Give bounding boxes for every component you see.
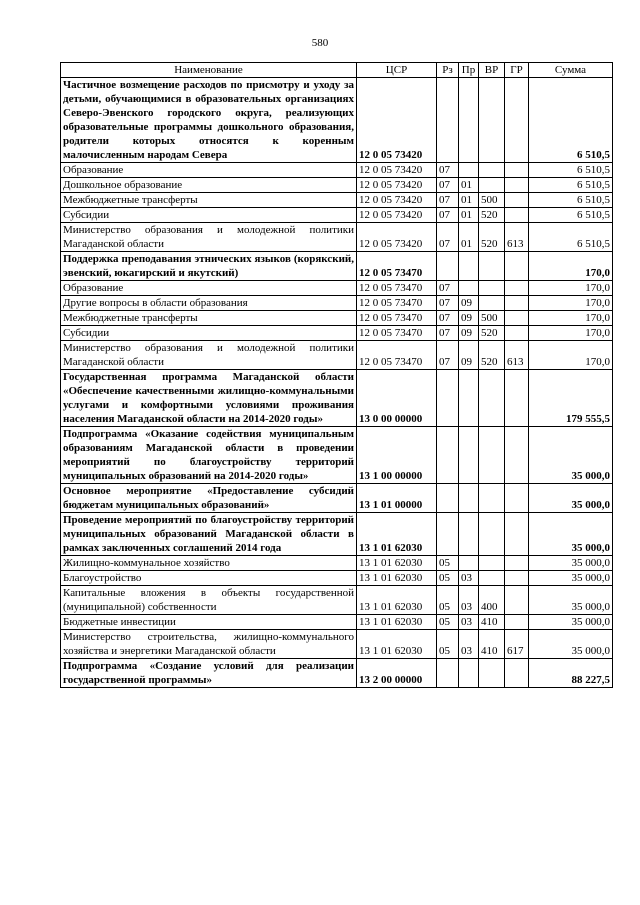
cell-sum: 170,0 [529, 252, 613, 281]
table-row [61, 208, 613, 223]
cell-pr [459, 484, 479, 513]
cell-sum: 35 000,0 [529, 571, 613, 586]
cell-gr [505, 193, 529, 208]
header-gr: ГР [505, 63, 529, 78]
cell-vr [479, 427, 505, 484]
page-number: 580 [311, 37, 329, 49]
cell-csr: 12 0 05 73470 [357, 252, 437, 281]
cell-vr [479, 252, 505, 281]
cell-rz: 07 [437, 163, 459, 178]
table-row [61, 341, 613, 370]
table-row [61, 370, 613, 427]
table-row [61, 586, 613, 615]
table-row [61, 513, 613, 556]
cell-vr: 410 [479, 615, 505, 630]
cell-csr: 13 1 01 62030 [357, 615, 437, 630]
cell-csr: 12 0 05 73470 [357, 341, 437, 370]
cell-sum: 6 510,5 [529, 178, 613, 193]
cell-vr [479, 296, 505, 311]
cell-sum: 35 000,0 [529, 427, 613, 484]
cell-csr: 13 1 01 62030 [357, 630, 437, 659]
cell-name: Проведение мероприятий по благоустройству территорий муниципальных образований Магаданской области в рамках заключенных соглашений 2014 года [61, 513, 357, 556]
header-pr: Пр [459, 63, 479, 78]
header-rz: Рз [437, 63, 459, 78]
cell-csr: 12 0 05 73420 [357, 193, 437, 208]
cell-sum: 179 555,5 [529, 370, 613, 427]
cell-gr [505, 556, 529, 571]
cell-gr [505, 370, 529, 427]
cell-name: Министерство образования и молодежной политики Магаданской области [61, 223, 357, 252]
table-row [61, 223, 613, 252]
cell-name: Частичное возмещение расходов по присмотру и уходу за детьми, обучающимися в образовательных организациях Северо-Эвенского городского округа, реализующих образовательные программы дошкольного образования, родители которых относятся к коренным малочисленным народам Севера [61, 78, 357, 163]
cell-name: Субсидии [61, 208, 357, 223]
cell-csr: 12 0 05 73470 [357, 296, 437, 311]
cell-rz [437, 252, 459, 281]
cell-pr: 03 [459, 571, 479, 586]
cell-vr [479, 556, 505, 571]
cell-csr: 12 0 05 73470 [357, 311, 437, 326]
cell-sum: 35 000,0 [529, 586, 613, 615]
cell-gr [505, 571, 529, 586]
cell-rz [437, 78, 459, 163]
table-row [61, 556, 613, 571]
cell-csr: 12 0 05 73420 [357, 223, 437, 252]
table-row [61, 427, 613, 484]
cell-gr [505, 252, 529, 281]
cell-name: Министерство образования и молодежной политики Магаданской области [61, 341, 357, 370]
cell-rz: 07 [437, 178, 459, 193]
cell-csr: 13 1 01 62030 [357, 513, 437, 556]
table-row [61, 484, 613, 513]
cell-name: Субсидии [61, 326, 357, 341]
cell-vr: 520 [479, 223, 505, 252]
cell-vr: 410 [479, 630, 505, 659]
cell-name: Бюджетные инвестиции [61, 615, 357, 630]
cell-vr [479, 178, 505, 193]
header-name: Наименование [61, 63, 357, 78]
cell-vr: 500 [479, 193, 505, 208]
cell-pr: 03 [459, 630, 479, 659]
cell-rz: 05 [437, 556, 459, 571]
table-row [61, 630, 613, 659]
cell-pr: 03 [459, 586, 479, 615]
cell-name: Образование [61, 163, 357, 178]
cell-sum: 170,0 [529, 326, 613, 341]
cell-pr: 09 [459, 326, 479, 341]
cell-vr [479, 281, 505, 296]
cell-csr: 13 1 01 62030 [357, 556, 437, 571]
cell-name: Межбюджетные трансферты [61, 193, 357, 208]
cell-pr: 03 [459, 615, 479, 630]
cell-name: Подпрограмма «Оказание содействия муниципальным образованиям Магаданской области в проведении мероприятий по благоустройству территорий муниципальных образований на 2014-2020 годы» [61, 427, 357, 484]
cell-gr [505, 296, 529, 311]
cell-rz [437, 427, 459, 484]
cell-gr [505, 326, 529, 341]
cell-csr: 12 0 05 73420 [357, 163, 437, 178]
cell-vr: 520 [479, 326, 505, 341]
header-vr: ВР [479, 63, 505, 78]
table-header-row [61, 63, 613, 78]
cell-name: Поддержка преподавания этнических языков (корякский, эвенский, юкагирский и якутский) [61, 252, 357, 281]
cell-rz: 05 [437, 615, 459, 630]
cell-gr [505, 513, 529, 556]
cell-pr: 09 [459, 311, 479, 326]
cell-name: Государственная программа Магаданской области «Обеспечение качественными жилищно-коммунальными услугами и комфортными условиями проживания населения Магаданской области на 2014-2020 годы» [61, 370, 357, 427]
cell-pr [459, 427, 479, 484]
cell-sum: 6 510,5 [529, 223, 613, 252]
cell-sum: 6 510,5 [529, 193, 613, 208]
cell-pr [459, 252, 479, 281]
cell-gr [505, 178, 529, 193]
table-row [61, 659, 613, 688]
cell-gr [505, 78, 529, 163]
cell-csr: 13 1 01 62030 [357, 571, 437, 586]
cell-name: Дошкольное образование [61, 178, 357, 193]
cell-pr [459, 513, 479, 556]
cell-csr: 13 1 01 62030 [357, 586, 437, 615]
cell-name: Другие вопросы в области образования [61, 296, 357, 311]
budget-table [60, 62, 613, 688]
cell-sum: 170,0 [529, 311, 613, 326]
cell-csr: 13 1 00 00000 [357, 427, 437, 484]
cell-gr [505, 163, 529, 178]
cell-pr: 09 [459, 296, 479, 311]
table-row [61, 193, 613, 208]
cell-rz [437, 513, 459, 556]
cell-rz [437, 659, 459, 688]
cell-csr: 12 0 05 73420 [357, 178, 437, 193]
cell-pr [459, 370, 479, 427]
cell-name: Основное мероприятие «Предоставление субсидий бюджетам муниципальных образований» [61, 484, 357, 513]
cell-gr [505, 281, 529, 296]
cell-rz [437, 484, 459, 513]
cell-csr: 13 0 00 00000 [357, 370, 437, 427]
cell-name: Капитальные вложения в объекты государственной (муниципальной) собственности [61, 586, 357, 615]
cell-gr [505, 427, 529, 484]
table-row [61, 252, 613, 281]
cell-pr: 01 [459, 223, 479, 252]
cell-sum: 35 000,0 [529, 630, 613, 659]
cell-gr [505, 659, 529, 688]
cell-rz: 07 [437, 281, 459, 296]
cell-sum: 35 000,0 [529, 615, 613, 630]
cell-rz: 07 [437, 311, 459, 326]
cell-vr [479, 370, 505, 427]
cell-rz: 07 [437, 208, 459, 223]
table-row [61, 281, 613, 296]
cell-sum: 170,0 [529, 281, 613, 296]
header-sum: Сумма [529, 63, 613, 78]
cell-gr: 613 [505, 223, 529, 252]
cell-name: Подпрограмма «Создание условий для реализации государственной программы» [61, 659, 357, 688]
cell-pr [459, 556, 479, 571]
table-row [61, 311, 613, 326]
cell-gr [505, 615, 529, 630]
cell-pr: 09 [459, 341, 479, 370]
cell-rz: 07 [437, 296, 459, 311]
cell-rz: 05 [437, 571, 459, 586]
cell-sum: 170,0 [529, 341, 613, 370]
cell-name: Межбюджетные трансферты [61, 311, 357, 326]
cell-vr [479, 163, 505, 178]
table-row [61, 571, 613, 586]
cell-gr [505, 484, 529, 513]
cell-sum: 6 510,5 [529, 78, 613, 163]
cell-sum: 35 000,0 [529, 513, 613, 556]
cell-vr [479, 571, 505, 586]
cell-csr: 13 1 01 00000 [357, 484, 437, 513]
cell-sum: 6 510,5 [529, 208, 613, 223]
table-row [61, 178, 613, 193]
cell-rz: 07 [437, 193, 459, 208]
cell-sum: 170,0 [529, 296, 613, 311]
cell-vr [479, 659, 505, 688]
cell-vr [479, 78, 505, 163]
cell-name: Жилищно-коммунальное хозяйство [61, 556, 357, 571]
cell-rz: 07 [437, 326, 459, 341]
cell-name: Образование [61, 281, 357, 296]
cell-rz: 07 [437, 223, 459, 252]
cell-rz [437, 370, 459, 427]
cell-vr: 520 [479, 341, 505, 370]
cell-sum: 88 227,5 [529, 659, 613, 688]
cell-rz: 05 [437, 630, 459, 659]
cell-vr: 500 [479, 311, 505, 326]
cell-rz: 07 [437, 341, 459, 370]
cell-vr [479, 484, 505, 513]
cell-gr [505, 586, 529, 615]
table-row [61, 78, 613, 163]
cell-vr [479, 513, 505, 556]
cell-csr: 12 0 05 73470 [357, 326, 437, 341]
cell-gr [505, 311, 529, 326]
cell-pr [459, 78, 479, 163]
cell-csr: 12 0 05 73420 [357, 208, 437, 223]
cell-csr: 12 0 05 73470 [357, 281, 437, 296]
cell-pr [459, 659, 479, 688]
cell-pr: 01 [459, 178, 479, 193]
cell-pr: 01 [459, 208, 479, 223]
cell-name: Министерство строительства, жилищно-коммунального хозяйства и энергетики Магаданской области [61, 630, 357, 659]
cell-csr: 13 2 00 00000 [357, 659, 437, 688]
cell-pr: 01 [459, 193, 479, 208]
cell-pr [459, 163, 479, 178]
table-body [61, 78, 613, 688]
cell-sum: 35 000,0 [529, 556, 613, 571]
cell-pr [459, 281, 479, 296]
cell-gr [505, 208, 529, 223]
header-csr: ЦСР [357, 63, 437, 78]
table-row [61, 163, 613, 178]
cell-name: Благоустройство [61, 571, 357, 586]
table-row [61, 326, 613, 341]
table-row [61, 615, 613, 630]
cell-vr: 400 [479, 586, 505, 615]
cell-rz: 05 [437, 586, 459, 615]
cell-vr: 520 [479, 208, 505, 223]
cell-sum: 35 000,0 [529, 484, 613, 513]
cell-gr: 617 [505, 630, 529, 659]
cell-csr: 12 0 05 73420 [357, 78, 437, 163]
cell-gr: 613 [505, 341, 529, 370]
table-row [61, 296, 613, 311]
cell-sum: 6 510,5 [529, 163, 613, 178]
